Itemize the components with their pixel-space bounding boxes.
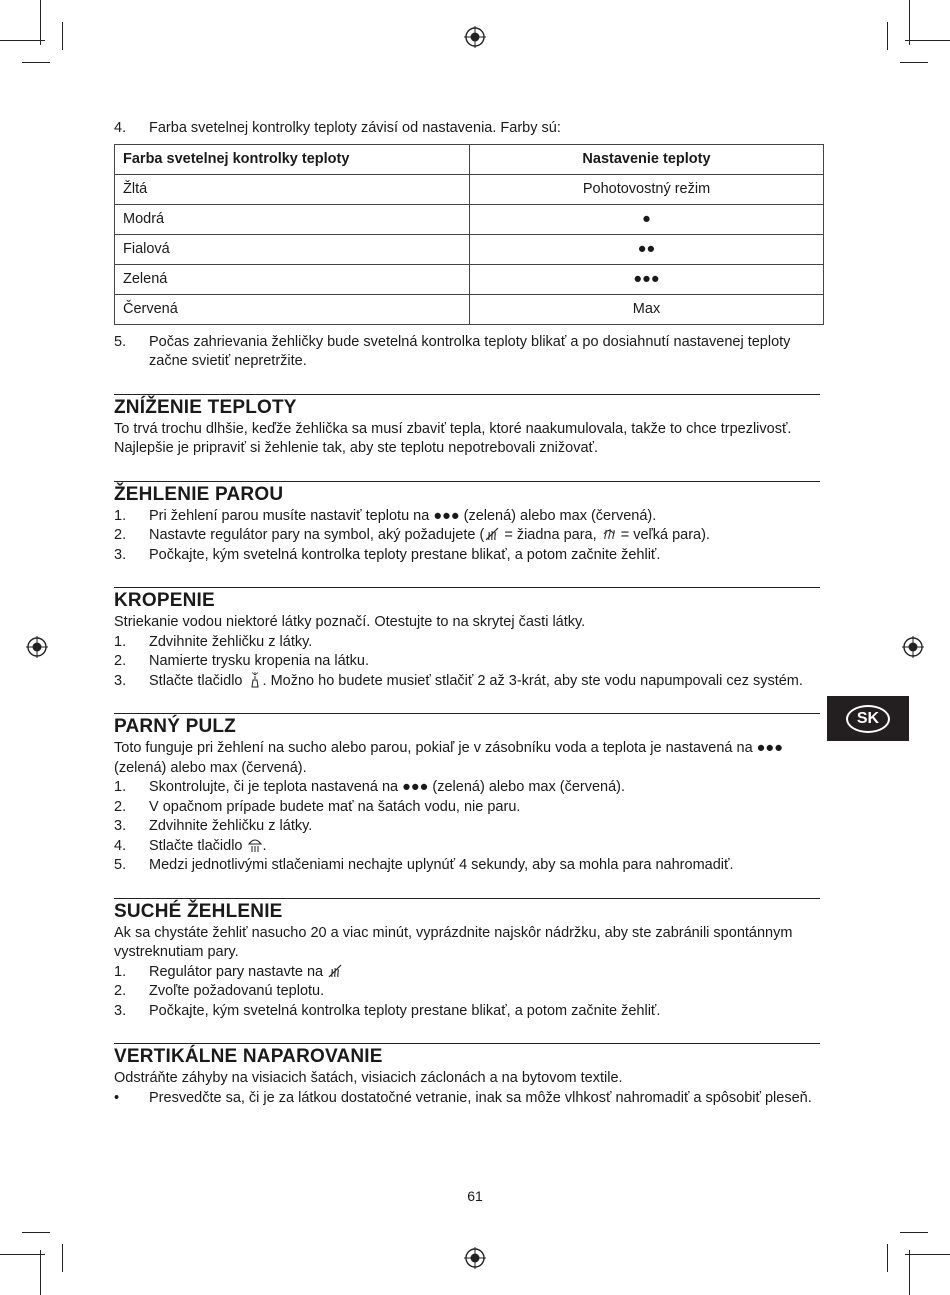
section-title: ZNÍŽENIE TEPLOTY — [114, 396, 297, 418]
list-number: 2. — [114, 983, 127, 999]
section-body: Ak sa chystáte žehliť nasucho 20 a viac minút, vyprázdnite najskôr nádržku, aby ste zabránili spontánnym vystreknutiam pary. — [114, 924, 793, 960]
list-item — [114, 633, 820, 653]
registration-mark-icon — [902, 636, 924, 658]
table-cell: ● — [470, 204, 824, 234]
table-header: Farba svetelnej kontrolky teploty — [115, 144, 470, 174]
crop-mark — [909, 0, 910, 45]
list-number: 4. — [114, 120, 127, 136]
section-title: VERTIKÁLNE NAPAROVANIE — [114, 1046, 383, 1067]
spray-icon — [247, 672, 263, 688]
list-item — [114, 982, 820, 1002]
crop-mark — [887, 1244, 888, 1272]
list-item — [114, 507, 820, 527]
list-number: 2. — [114, 527, 127, 543]
list-text-part: Stlačte tlačidlo — [149, 837, 247, 854]
temperature-table — [114, 144, 824, 325]
list-text-part: = veľká para). — [616, 527, 710, 543]
crop-mark — [900, 62, 928, 63]
registration-mark-icon — [26, 636, 48, 658]
section-title: KROPENIE — [114, 590, 215, 611]
section-dry-ironing — [114, 898, 820, 1022]
table-row — [115, 234, 824, 264]
crop-mark — [40, 0, 41, 45]
list-item — [114, 652, 820, 672]
list-item — [114, 546, 820, 566]
list-text: Presvedčte sa, či je za látkou dostatočné vetranie, inak sa môže vlhkosť nahromadiť a spôsobiť pleseň. — [149, 1089, 812, 1106]
list-number: 3. — [114, 818, 127, 834]
list-item — [114, 817, 820, 837]
list-item — [114, 526, 820, 546]
section-body: To trvá trochu dlhšie, keďže žehlička sa musí zbaviť tepla, ktoré naakumulovala, takže to chce trpezlivosť. Najlepšie je pripraviť si žehlenie tak, aby ste teplotu nepotrebovali znižovať. — [114, 420, 792, 456]
section-steam-pulse — [114, 713, 820, 876]
list-text: Zdvihnite žehličku z látky. — [149, 633, 313, 650]
section-title: SUCHÉ ŽEHLENIE — [114, 900, 283, 922]
list-item — [114, 1002, 820, 1022]
crop-mark — [909, 1250, 910, 1295]
table-row — [115, 294, 824, 324]
list-text — [149, 526, 820, 546]
table-header: Nastavenie teploty — [470, 144, 824, 174]
list-text-part: Regulátor pary nastavte na — [149, 963, 328, 980]
list-item — [114, 119, 824, 139]
table-row — [115, 264, 824, 294]
list-text-part: Stlačte tlačidlo — [149, 672, 247, 689]
crop-mark — [900, 1232, 928, 1233]
crop-mark — [887, 22, 888, 50]
list-item — [114, 798, 820, 818]
list-text-part: Nastavte regulátor pary na symbol, aký požadujete ( — [149, 527, 485, 543]
table-cell: Fialová — [115, 234, 470, 264]
list-number: 1. — [114, 507, 127, 524]
list-item — [114, 333, 824, 372]
list-text: Farba svetelnej kontrolky teploty závisí od nastavenia. Farby sú: — [149, 120, 561, 136]
list-text: Skontrolujte, či je teplota nastavená na ●●● (zelená) alebo max (červená). — [149, 779, 626, 795]
crop-mark — [22, 1232, 50, 1233]
crop-mark — [40, 1250, 41, 1295]
list-item — [114, 1089, 820, 1109]
no-steam-icon — [484, 526, 500, 542]
list-text: Zvoľte požadovanú teplotu. — [149, 983, 325, 999]
list-text: Medzi jednotlivými stlačeniami nechajte uplynúť 4 sekundy, aby sa mohla para nahromadiť. — [149, 857, 734, 873]
crop-mark — [0, 1254, 45, 1255]
section-vertical-steaming — [114, 1043, 820, 1108]
max-steam-icon — [601, 526, 617, 542]
crop-mark — [0, 40, 45, 41]
page-number: 61 — [467, 1188, 483, 1204]
language-label: SK — [846, 705, 890, 733]
table-cell: ●●● — [470, 264, 824, 294]
list-text-part: = žiadna para, — [500, 527, 601, 543]
list-item — [114, 778, 820, 798]
crop-mark — [62, 1244, 63, 1272]
list-text-part: . — [262, 837, 267, 854]
registration-mark-icon — [464, 1247, 486, 1269]
section-title: PARNÝ PULZ — [114, 716, 236, 737]
language-tab — [827, 696, 909, 741]
list-text — [149, 672, 820, 692]
list-item — [114, 963, 820, 983]
section-body: Striekanie vodou niektoré látky poznačí. Otestujte to na skrytej časti látky. — [114, 614, 586, 630]
registration-mark-icon — [464, 26, 486, 48]
list-number: 2. — [114, 798, 127, 815]
list-number: 4. — [114, 837, 127, 854]
list-text: Počkajte, kým svetelná kontrolka teploty prestane blikať, a potom začnite žehliť. — [149, 1002, 661, 1019]
section-body: Toto funguje pri žehlení na sucho alebo parou, pokiaľ je v zásobníku voda a teplota je nastavená na ●●● (zelená) alebo max (červená). — [114, 740, 783, 776]
list-item — [114, 672, 820, 692]
table-header-row — [115, 144, 824, 174]
crop-mark — [905, 40, 950, 41]
crop-mark — [22, 62, 50, 63]
crop-mark — [62, 22, 63, 50]
section-steam-ironing — [114, 481, 820, 566]
list-text — [149, 963, 820, 983]
list-item — [114, 837, 820, 857]
list-text: Zdvihnite žehličku z látky. — [149, 818, 313, 834]
list-number: 5. — [114, 857, 127, 873]
list-number: 2. — [114, 653, 127, 669]
section-spraying — [114, 587, 820, 691]
table-cell: Pohotovostný režim — [470, 174, 824, 204]
list-text — [149, 837, 820, 857]
list-item — [114, 856, 820, 876]
list-text: Namierte trysku kropenia na látku. — [149, 653, 370, 669]
table-cell: Červená — [115, 294, 470, 324]
list-number: 3. — [114, 1002, 127, 1019]
list-number: 3. — [114, 672, 127, 689]
list-text: Počkajte, kým svetelná kontrolka teploty prestane blikať, a potom začnite žehliť. — [149, 546, 661, 563]
bullet: • — [114, 1089, 120, 1106]
table-row — [115, 204, 824, 234]
list-number: 3. — [114, 546, 127, 563]
section-body: Odstráňte záhyby na visiacich šatách, visiacich záclonách a na bytovom textile. — [114, 1070, 623, 1086]
table-cell: Modrá — [115, 204, 470, 234]
table-cell: Žltá — [115, 174, 470, 204]
page-content — [114, 119, 824, 1108]
table-cell: Max — [470, 294, 824, 324]
section-title: ŽEHLENIE PAROU — [114, 483, 284, 505]
list-number: 1. — [114, 963, 127, 980]
list-text-part: . Možno ho budete musieť stlačiť 2 až 3-krát, aby ste vodu napumpovali cez systém. — [262, 672, 803, 689]
table-cell: ●● — [470, 234, 824, 264]
list-number: 5. — [114, 333, 127, 350]
list-text: V opačnom prípade budete mať na šatách vodu, nie paru. — [149, 798, 521, 815]
table-cell: Zelená — [115, 264, 470, 294]
table-row — [115, 174, 824, 204]
list-text: Počas zahrievania žehličky bude svetelná kontrolka teploty blikať a po dosiahnutí nastavenej teploty začne svietiť nepretržite. — [149, 333, 791, 369]
no-steam-icon — [327, 963, 343, 979]
crop-mark — [905, 1254, 950, 1255]
list-number: 1. — [114, 633, 127, 650]
list-text: Pri žehlení parou musíte nastaviť teplotu na ●●● (zelená) alebo max (červená). — [149, 507, 657, 524]
steam-burst-icon — [247, 837, 263, 853]
section-reduce-temperature — [114, 394, 820, 459]
list-number: 1. — [114, 779, 127, 795]
